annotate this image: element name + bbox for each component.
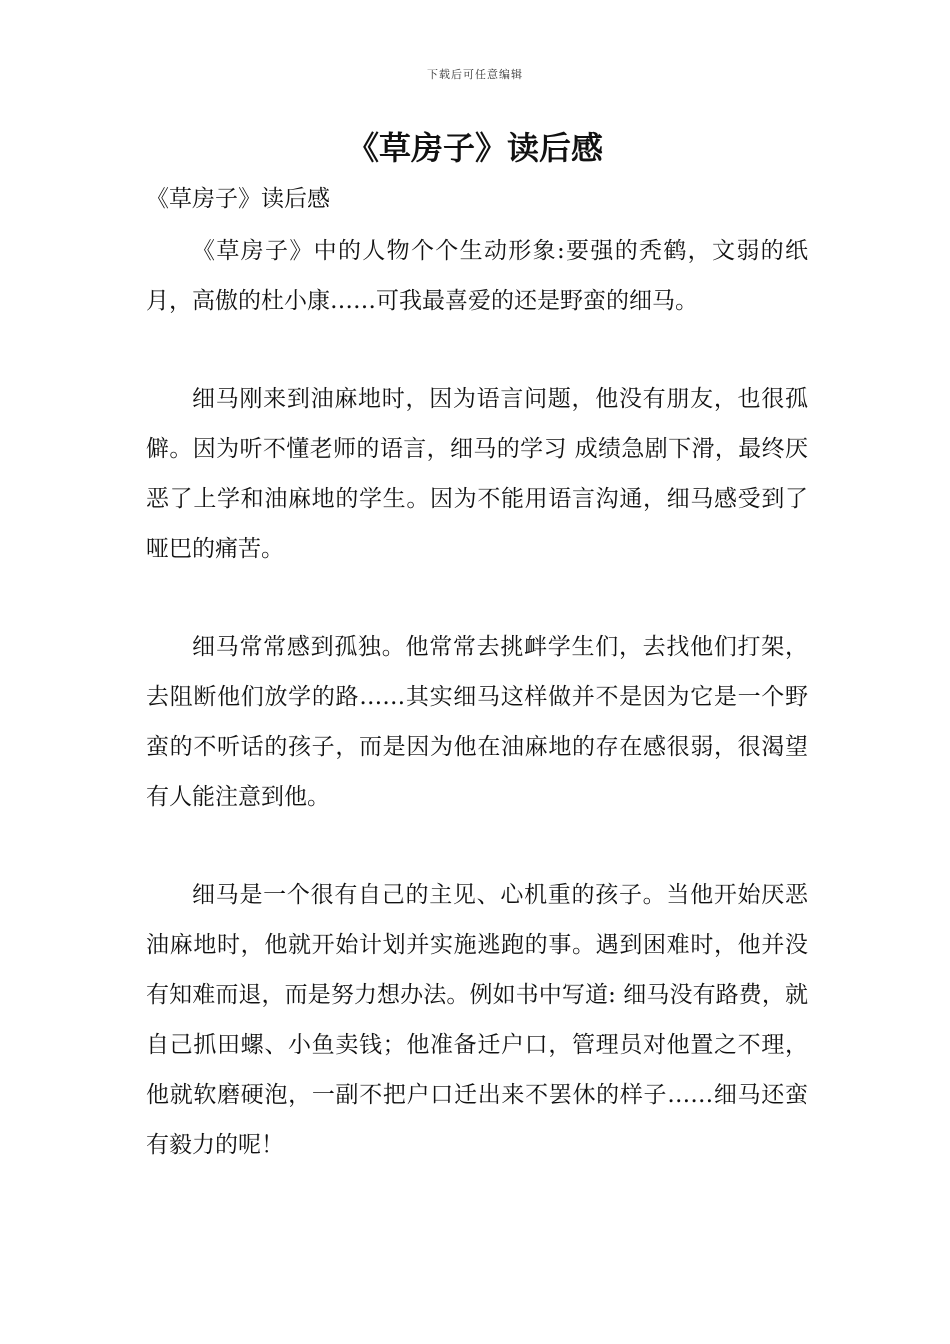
document-body: [146, 226, 808, 1218]
paragraph-1: 《草房子》中的人物个个生动形象:要强的秃鹤，文弱的纸月，高傲的杜小康……可我最喜爱的还是野蛮的细马。: [146, 238, 808, 314]
document-subtitle: 《草房子》读后感: [146, 186, 330, 212]
document-title: 《草房子》读后感: [346, 129, 603, 167]
paragraph-2: 细马刚来到油麻地时，因为语言问题，他没有朋友，也很孤僻。因为听不懂老师的语言，细马的学习 成绩急剧下滑，最终厌恶了上学和油麻地的学生。因为不能用语言沟通，细马感受到了哑巴的痛苦。: [146, 386, 808, 562]
paragraph-3: 细马常常感到孤独。他常常去挑衅学生们，去找他们打架，去阻断他们放学的路……其实细马这样做并不是因为它是一个野蛮的不听话的孩子，而是因为他在油麻地的存在感很弱，很渴望有人能注意到他。: [146, 634, 808, 810]
paragraph-4: 细马是一个很有自己的主见、心机重的孩子。当他开始厌恶油麻地时，他就开始计划并实施逃跑的事。遇到困难时，他并没有知难而退，而是努力想办法。例如书中写道: 细马没有路费，就自己抓田螺、小鱼卖钱；他准备迁户口，管理员对他置之不理，他就软磨硬泡，一副不把户口迁出来不罢休的样子……细马还蛮有毅力的呢！: [146, 882, 808, 1158]
header-note: 下载后可任意编辑: [427, 68, 523, 81]
